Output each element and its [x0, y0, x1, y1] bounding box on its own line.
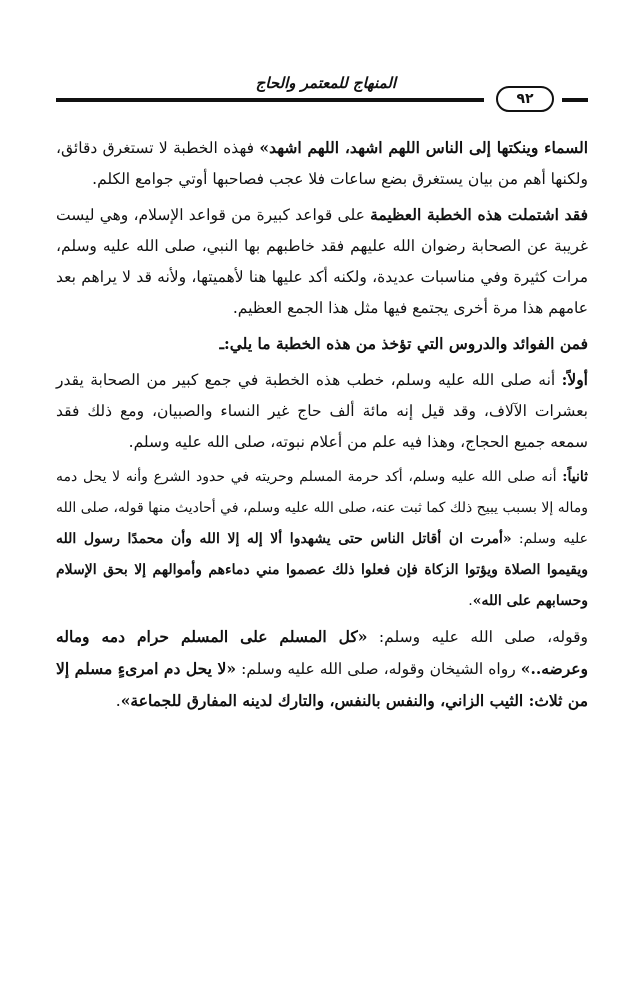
bold-text-segment: «أمرت ان أقاتل الناس حتى يشهدوا ألا إله إلا الله وأن محمدًا رسول الله ويقيموا الصلاة ويؤتوا الزكاة فإن فعلوا ذلك عصموا مني دماءهم وأموالهم إلا بحق الإسلام وحسابهم على الله» — [56, 531, 588, 609]
bold-text-segment: «كل المسلم على المسلم حرام دمه وماله وعرضه..» — [56, 627, 588, 678]
bold-text-segment: «لا يحل دم امرىءٍ مسلم إلا من ثلاث: الثيب الزاني، والنفس بالنفس، والتارك لدينه المفارق للجماعة» — [56, 659, 588, 710]
paragraph — [56, 328, 588, 360]
header-rule — [56, 98, 484, 102]
page-number: ٩٢ — [496, 86, 554, 112]
bold-text-segment: فمن الفوائد والدروس التي تؤخذ من هذه الخطبة ما يلي:ـ — [219, 334, 588, 353]
paragraph — [56, 199, 588, 324]
text-segment: أنه صلى الله عليه وسلم، خطب هذه الخطبة في جمع كبير من الصحابة يقدر بعشرات الآلاف، وقد قيل إنه مائة ألف حاج غير النساء والصبيان، ومع ذلك فقد سمعه جميع الحجاج، وهذا فيه علم من أعلام نبوته، صلى الله عليه وسلم. — [56, 371, 588, 451]
bold-text-segment: أولاً: — [561, 370, 588, 389]
paragraph — [56, 621, 588, 717]
text-segment: على قواعد كبيرة من قواعد الإسلام، وهي ليست غريبة عن الصحابة رضوان الله عليهم فقد خاطبهم بها النبي، صلى الله عليه وسلم، مرات كثيرة وفي مناسبات عديدة، ولكنه أكد عليها هنا لأهميتها، ولأنه قد لا يراهم بعد عامهم هذا مرة أخرى يجتمع فيها مثل هذا الجمع العظيم. — [56, 206, 588, 317]
bold-text-segment: فقد اشتملت هذه الخطبة العظيمة — [370, 205, 589, 224]
running-title: المنهاج للمعتمر والحاج — [255, 74, 396, 92]
bold-text-segment: السماء وينكتها إلى الناس اللهم اشهد، اللهم اشهد» — [259, 138, 588, 157]
text-segment: فهذه الخطبة لا تستغرق دقائق، ولكنها أهم من بيان يستغرق بضع ساعات فلا عجب فصاحبها أوتي جوامع الكلم. — [56, 139, 588, 188]
paragraph — [56, 132, 588, 195]
page-header — [56, 74, 588, 114]
text-segment: . — [115, 692, 121, 710]
text-segment: رواه الشيخان وقوله، صلى الله عليه وسلم: — [236, 660, 521, 678]
paragraph — [56, 462, 588, 617]
text-segment: وقوله، صلى الله عليه وسلم: — [367, 628, 589, 646]
text-segment: . — [468, 593, 473, 609]
body-text — [56, 132, 588, 721]
paragraph — [56, 364, 588, 458]
text-segment: أنه صلى الله عليه وسلم، أكد حرمة المسلم وحريته في حدود الشرع وأنه لا يحل دمه وماله إلا بسبب يبيح ذلك كما ثبت عنه، صلى الله عليه وسلم، في أحاديث منها قوله، صلى الله عليه وسلم: — [56, 469, 588, 547]
header-rule-tail — [562, 98, 588, 102]
bold-text-segment: ثانياً: — [562, 469, 588, 485]
